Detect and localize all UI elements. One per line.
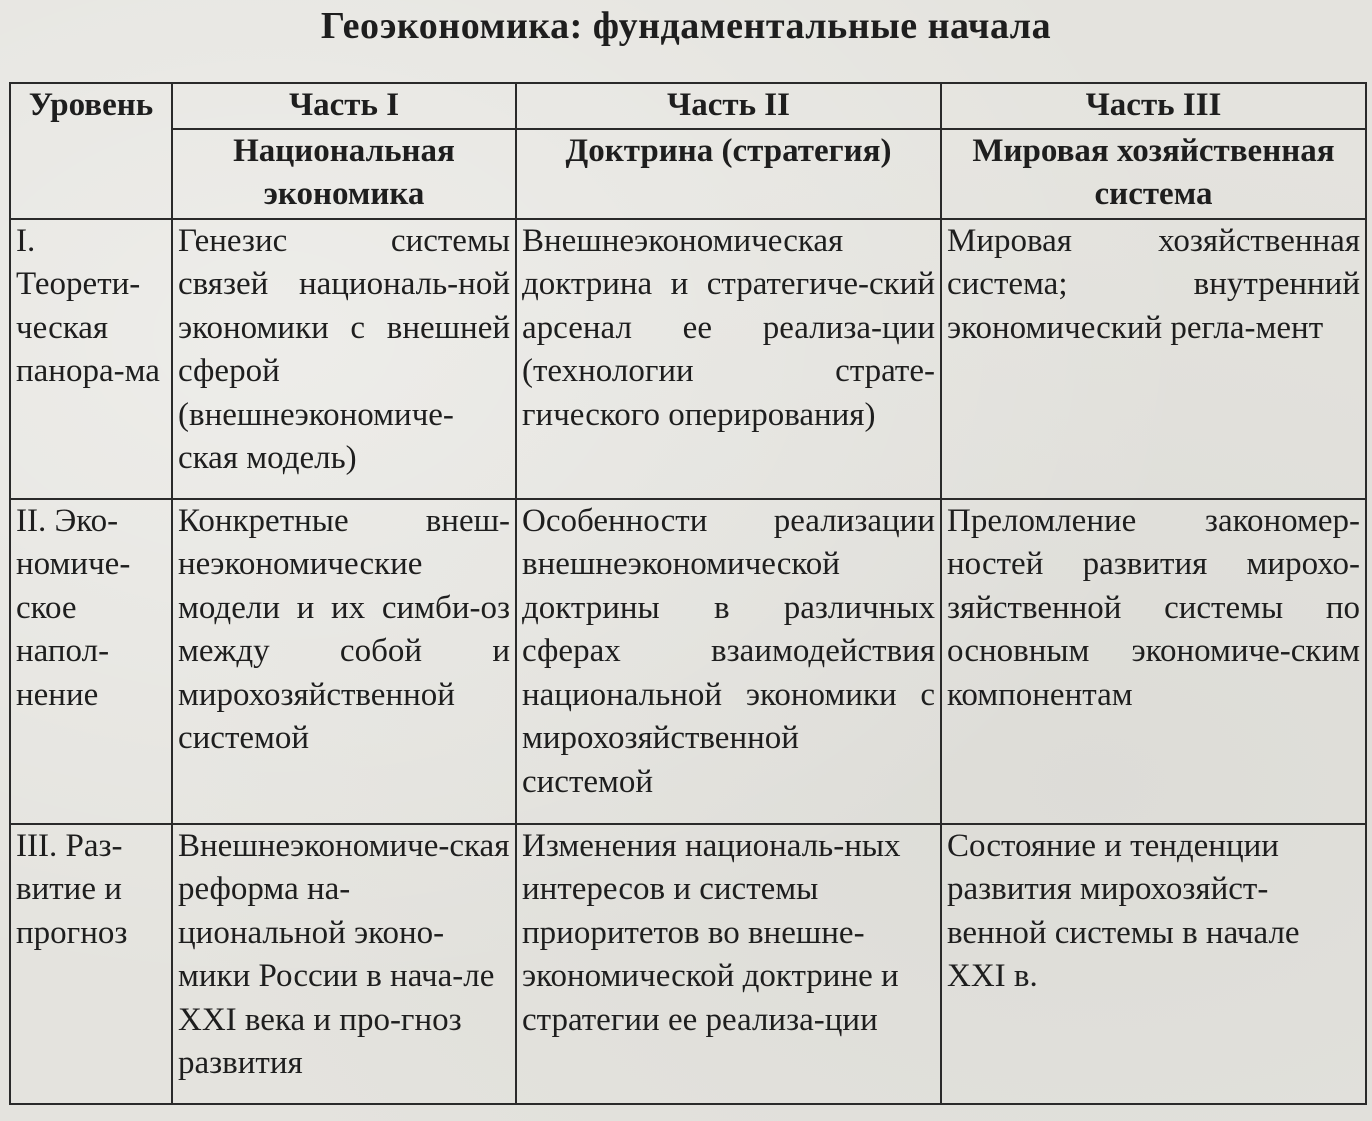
part-2-header: Часть II [516,83,941,129]
table-row [10,824,1366,1104]
part-3-name: Мировая хозяйственная система [941,129,1366,219]
part-3-header: Часть III [941,83,1366,129]
table-cell: Особенности реализации внешнеэкономической доктрины в различных сферах взаимодействия национальной экономики с мирохозяйственной системой [516,499,941,824]
part-2-name: Доктрина (стратегия) [516,129,941,219]
table-cell: Мировая хозяйственная система; внутренний экономический регла-мент [941,219,1366,499]
table-row [10,499,1366,824]
table-cell: Внешнеэкономическая доктрина и стратегиче-ский арсенал ее реализа-ции (технологии страте-гического оперирования) [516,219,941,499]
table-row [10,219,1366,499]
part-1-header: Часть I [172,83,516,129]
table-cell: Конкретные внеш-неэкономические модели и их симби-оз между собой и мирохозяйственной системой [172,499,516,824]
level-cell: III. Раз-витие и прогноз [10,824,172,1104]
page-title: Геоэкономика: фундаментальные начала [320,5,1052,47]
table-cell: Изменения националь-ных интересов и системы приоритетов во внешне-экономической доктрине и стратегии ее реализа-ции [516,824,941,1104]
level-cell: II. Эко-номиче-ское напол-нение [10,499,172,824]
level-cell: I. Теорети-ческая панора-ма [10,219,172,499]
table-cell: Внешнеэкономиче-ская реформа на-циональной эконо-мики России в нача-ле XXI века и про-гноз развития [172,824,516,1104]
level-column-header: Уровень [10,83,172,219]
table-cell: Состояние и тенденции развития мирохозяйст-венной системы в начале XXI в. [941,824,1366,1104]
geoeconomics-table [9,82,1367,1105]
part-1-name: Национальная экономика [172,129,516,219]
table-cell: Преломление закономер-ностей развития мирохо-зяйственной системы по основным экономиче-ским компонентам [941,499,1366,824]
table-cell: Генезис системы связей националь-ной экономики с внешней сферой (внешнеэкономиче-ская модель) [172,219,516,499]
